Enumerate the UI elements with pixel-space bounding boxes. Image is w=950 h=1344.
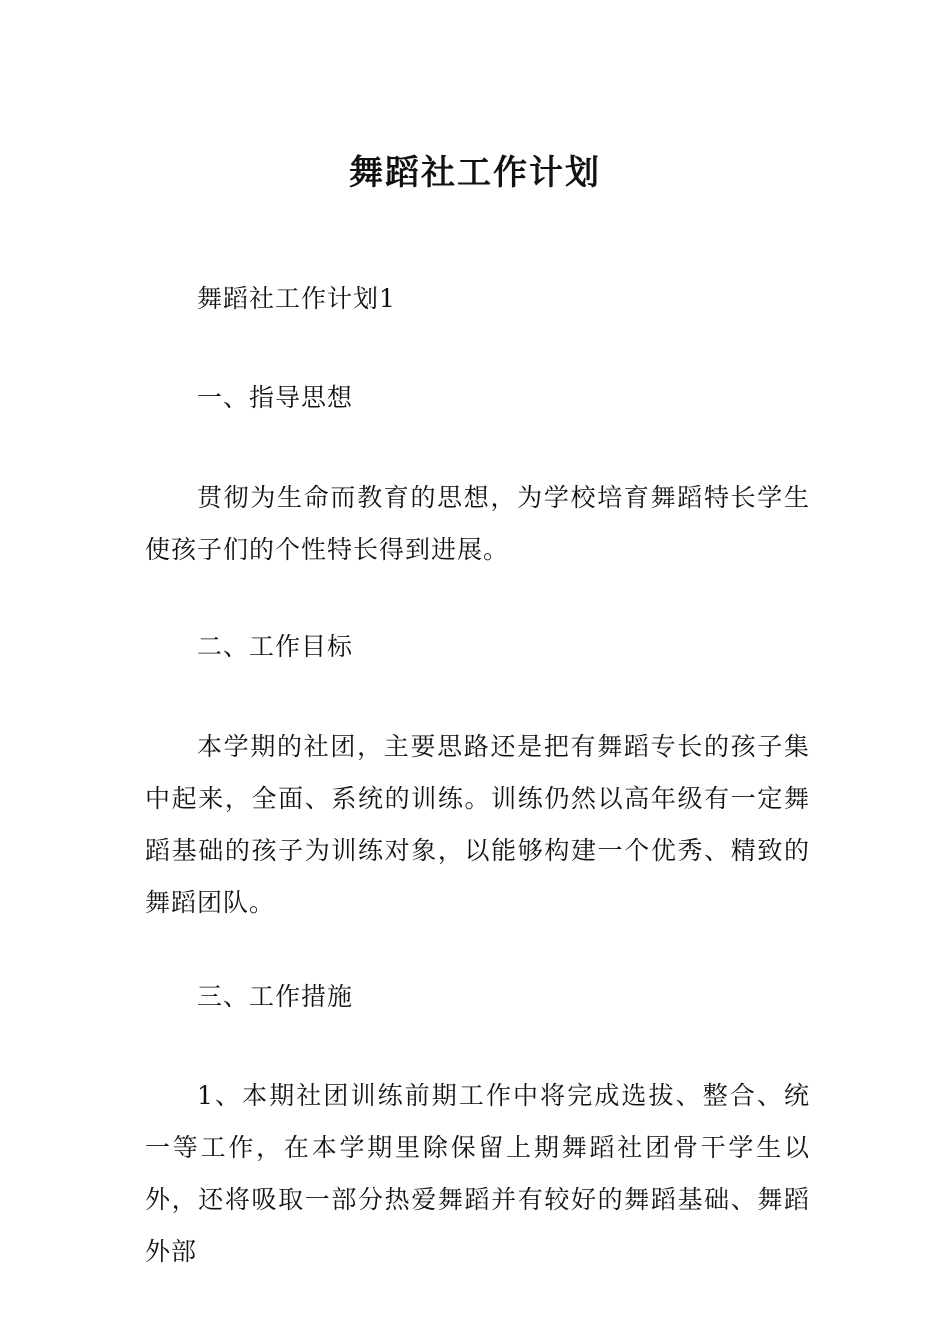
section-heading-work-measures: 三、工作措施 [197,982,354,1011]
document-title: 舞蹈社工作计划 [349,152,601,193]
paragraph-measure-1: 1、本期社团训练前期工作中将完成选拔、整合、统一等工作，在本学期里除保留上期舞蹈社团骨干学生以外，还将吸取一部分热爱舞蹈并有较好的舞蹈基础、舞蹈外部 [145,1081,810,1266]
section-heading-work-goals: 二、工作目标 [197,632,354,661]
paragraph-work-goals: 本学期的社团，主要思路还是把有舞蹈专长的孩子集中起来，全面、系统的训练。训练仍然以高年级有一定舞蹈基础的孩子为训练对象，以能够构建一个优秀、精致的舞蹈团队。 [145,732,810,917]
section-heading-guiding-idea: 一、指导思想 [197,383,354,412]
plan-subtitle: 舞蹈社工作计划1 [197,284,396,313]
paragraph-guiding-idea: 贯彻为生命而教育的思想，为学校培育舞蹈特长学生使孩子们的个性特长得到进展。 [145,483,810,564]
